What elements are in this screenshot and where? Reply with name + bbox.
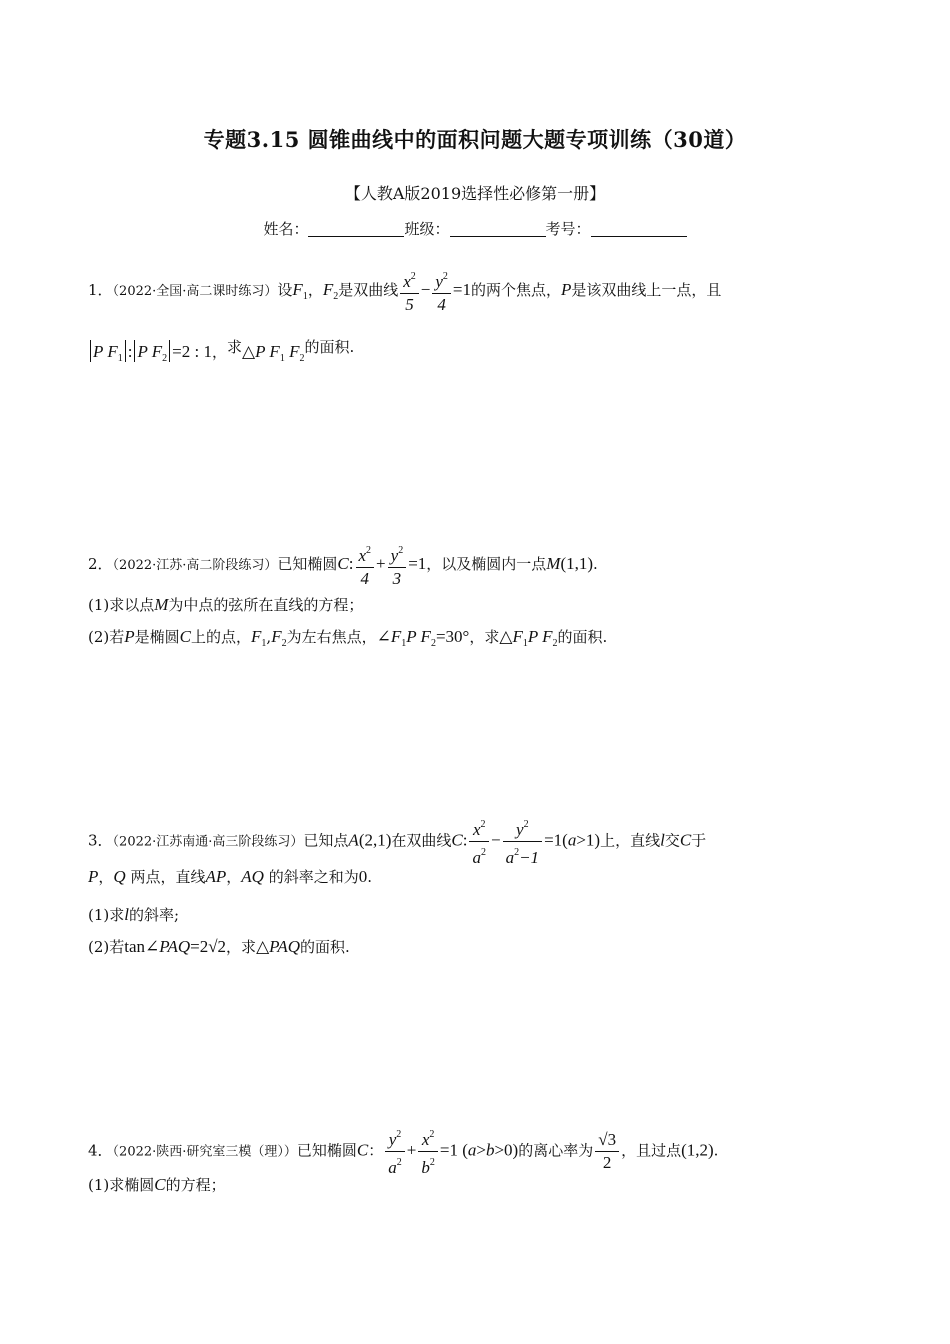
question-2-part-1: (1)求以点M为中点的弦所在直线的方程；	[88, 595, 364, 614]
question-3-line-2: P，Q 两点，直线AP，AQ 的斜率之和为0.	[88, 867, 372, 886]
question-number: 3．	[88, 831, 113, 850]
question-source: （2022·陕西·研究室三模（理））	[112, 1144, 297, 1160]
question-4-line-1: 4．（2022·陕西·研究室三模（理））已知椭圆C： $\frac{y^2}{a^2}$ + $\frac{x^2}{b^2}$ =1 (a>b>0)的离心率为 $\frac{√3}{2}$ ，且过点(1,2).	[88, 1124, 718, 1179]
question-number: 4．	[88, 1141, 113, 1160]
question-3-line-1: 3．（2022·江苏南通·高三阶段练习）已知点A(2,1)在双曲线C: $\frac{x^2}{a^2}$ − $\frac{y^2}{a^2-1}$ =1(a>1)上，直线l交C于	[88, 814, 706, 869]
question-3-part-1: (1)求l的斜率;	[88, 905, 180, 924]
question-4-part-1: (1)求椭圆C的方程；	[88, 1175, 226, 1194]
question-2-line-1: 2．（2022·江苏·高二阶段练习）已知椭圆C: $\frac{x^2}{4}$ + $\frac{y^2}{3}$ =1，以及椭圆内一点M(1,1).	[88, 540, 598, 590]
question-number: 1．	[88, 281, 113, 299]
exam-no-label: 考号：	[545, 220, 591, 238]
exam-no-blank[interactable]	[591, 221, 687, 237]
question-3-part-2: (2)若tan∠PAQ=2√2，求△PAQ的面积.	[88, 937, 350, 956]
name-label: 姓名：	[263, 220, 309, 238]
question-source: （2022·江苏南通·高三阶段练习）	[112, 834, 304, 850]
question-number: 2．	[88, 555, 113, 573]
class-blank[interactable]	[450, 221, 546, 237]
page-subtitle: 【人教A版2019选择性必修第一册】	[344, 184, 606, 203]
question-1-line-1: 1．（2022·全国·高二课时练习）设$F_1$，$F_2$是双曲线 $\frac{x^2}{5}$ − $\frac{y^2}{4}$ =1的两个焦点，P是该双曲线上一点，且	[88, 266, 721, 316]
question-1-line-2: P $F_1$ : P $F_2 =2$ : 1，求△P $F_1$ $F_2$的面积.	[88, 340, 354, 364]
name-blank[interactable]	[308, 221, 404, 237]
question-source: （2022·全国·高二课时练习）	[112, 284, 278, 299]
question-2-part-2: (2)若P是椭圆C上的点，$F_1,F_2$为左右焦点，$\angle F_1P$ $F_2=30^\circ$，求$\triangle F_1P$ $F_2$的面积.	[88, 627, 608, 649]
class-label: 班级：	[404, 220, 450, 238]
question-source: （2022·江苏·高二阶段练习）	[112, 558, 278, 573]
student-info-row	[0, 218, 950, 239]
page-title: 专题3.15 圆锥曲线中的面积问题大题专项训练（30道）	[203, 127, 747, 152]
